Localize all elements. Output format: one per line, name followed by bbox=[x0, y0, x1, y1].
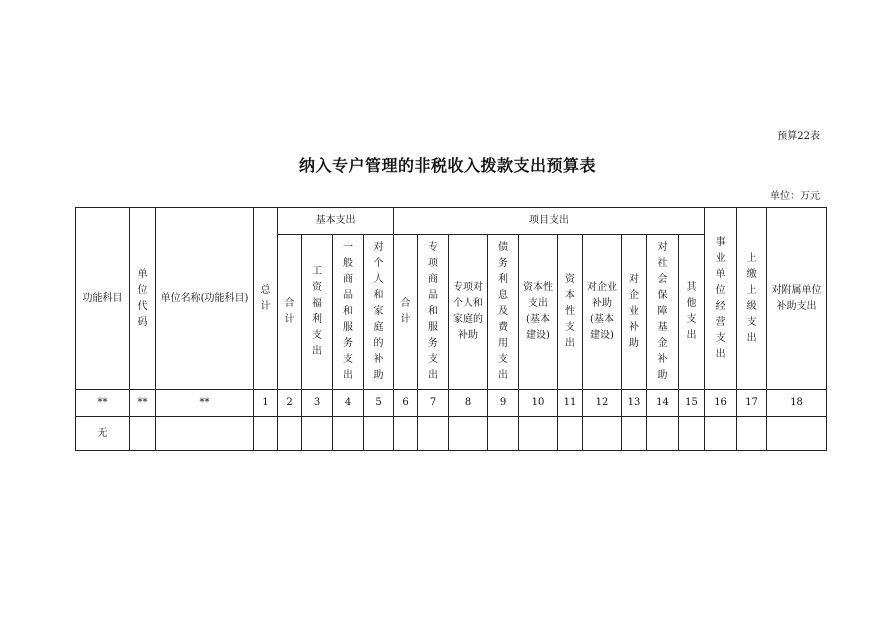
data-cell bbox=[737, 417, 767, 451]
data-cell bbox=[647, 417, 679, 451]
header-func-subject: 功能科目 bbox=[76, 208, 130, 390]
index-cell: 6 bbox=[394, 390, 418, 417]
data-cell bbox=[394, 417, 418, 451]
index-cell: 4 bbox=[333, 390, 364, 417]
index-cell: 5 bbox=[364, 390, 394, 417]
index-cell: 8 bbox=[449, 390, 488, 417]
data-cell bbox=[418, 417, 449, 451]
data-cell bbox=[558, 417, 583, 451]
index-cell: 16 bbox=[705, 390, 737, 417]
data-cell bbox=[767, 417, 827, 451]
header-unit-code: 单位代码 bbox=[130, 208, 156, 390]
index-cell: 7 bbox=[418, 390, 449, 417]
index-cell: 10 bbox=[519, 390, 558, 417]
data-cell bbox=[449, 417, 488, 451]
header-goods-services: 一般商品和服务支出 bbox=[333, 235, 364, 390]
index-cell: 9 bbox=[488, 390, 519, 417]
header-capital: 资本性支出 bbox=[558, 235, 583, 390]
data-cell bbox=[130, 417, 156, 451]
page-title: 纳入专户管理的非税收入拨款支出预算表 bbox=[298, 156, 596, 175]
data-cell bbox=[364, 417, 394, 451]
header-enterprise-base: 对企业补助(基本建设) bbox=[583, 235, 622, 390]
index-cell: 11 bbox=[558, 390, 583, 417]
index-row bbox=[76, 390, 827, 417]
header-affiliated: 对附属单位补助支出 bbox=[767, 208, 827, 390]
index-cell: ** bbox=[76, 390, 130, 417]
data-cell bbox=[679, 417, 705, 451]
header-subsidy-personal: 对个人和家庭的补助 bbox=[364, 235, 394, 390]
header-special-goods: 专项商品和服务支出 bbox=[418, 235, 449, 390]
index-cell: 2 bbox=[278, 390, 302, 417]
header-basic-sum: 合计 bbox=[278, 235, 302, 390]
header-row-1 bbox=[76, 208, 827, 235]
data-cell: 无 bbox=[76, 417, 130, 451]
header-project-group: 项目支出 bbox=[394, 208, 705, 235]
data-cell bbox=[302, 417, 333, 451]
header-basic-group: 基本支出 bbox=[278, 208, 394, 235]
data-cell bbox=[488, 417, 519, 451]
header-enterprise: 对企业补助 bbox=[622, 235, 647, 390]
header-project-sum: 合计 bbox=[394, 235, 418, 390]
unit-label: 单位：万元 bbox=[770, 191, 820, 202]
header-salary: 工资福利支出 bbox=[302, 235, 333, 390]
data-cell bbox=[705, 417, 737, 451]
data-cell bbox=[622, 417, 647, 451]
data-cell bbox=[254, 417, 278, 451]
index-cell: 15 bbox=[679, 390, 705, 417]
index-cell: 13 bbox=[622, 390, 647, 417]
data-cell bbox=[278, 417, 302, 451]
index-cell: 14 bbox=[647, 390, 679, 417]
index-cell: 3 bbox=[302, 390, 333, 417]
header-debt-interest: 债务利息及费用支出 bbox=[488, 235, 519, 390]
table-row bbox=[76, 417, 827, 451]
header-total: 总计 bbox=[254, 208, 278, 390]
data-cell bbox=[333, 417, 364, 451]
header-unit-name: 单位名称(功能科目) bbox=[156, 208, 254, 390]
budget-table bbox=[75, 207, 827, 451]
header-capital-base: 资本性支出(基本建设) bbox=[519, 235, 558, 390]
form-number: 预算22表 bbox=[777, 131, 820, 142]
header-other: 其他支出 bbox=[679, 235, 705, 390]
header-upper: 上缴上级支出 bbox=[737, 208, 767, 390]
header-social-security: 对社会保障基金补助 bbox=[647, 235, 679, 390]
index-cell: 17 bbox=[737, 390, 767, 417]
header-special-personal: 专项对个人和家庭的补助 bbox=[449, 235, 488, 390]
data-cell bbox=[583, 417, 622, 451]
data-cell bbox=[156, 417, 254, 451]
index-cell: ** bbox=[156, 390, 254, 417]
data-cell bbox=[519, 417, 558, 451]
index-cell: ** bbox=[130, 390, 156, 417]
index-cell: 1 bbox=[254, 390, 278, 417]
index-cell: 18 bbox=[767, 390, 827, 417]
index-cell: 12 bbox=[583, 390, 622, 417]
header-business: 事业单位经营支出 bbox=[705, 208, 737, 390]
